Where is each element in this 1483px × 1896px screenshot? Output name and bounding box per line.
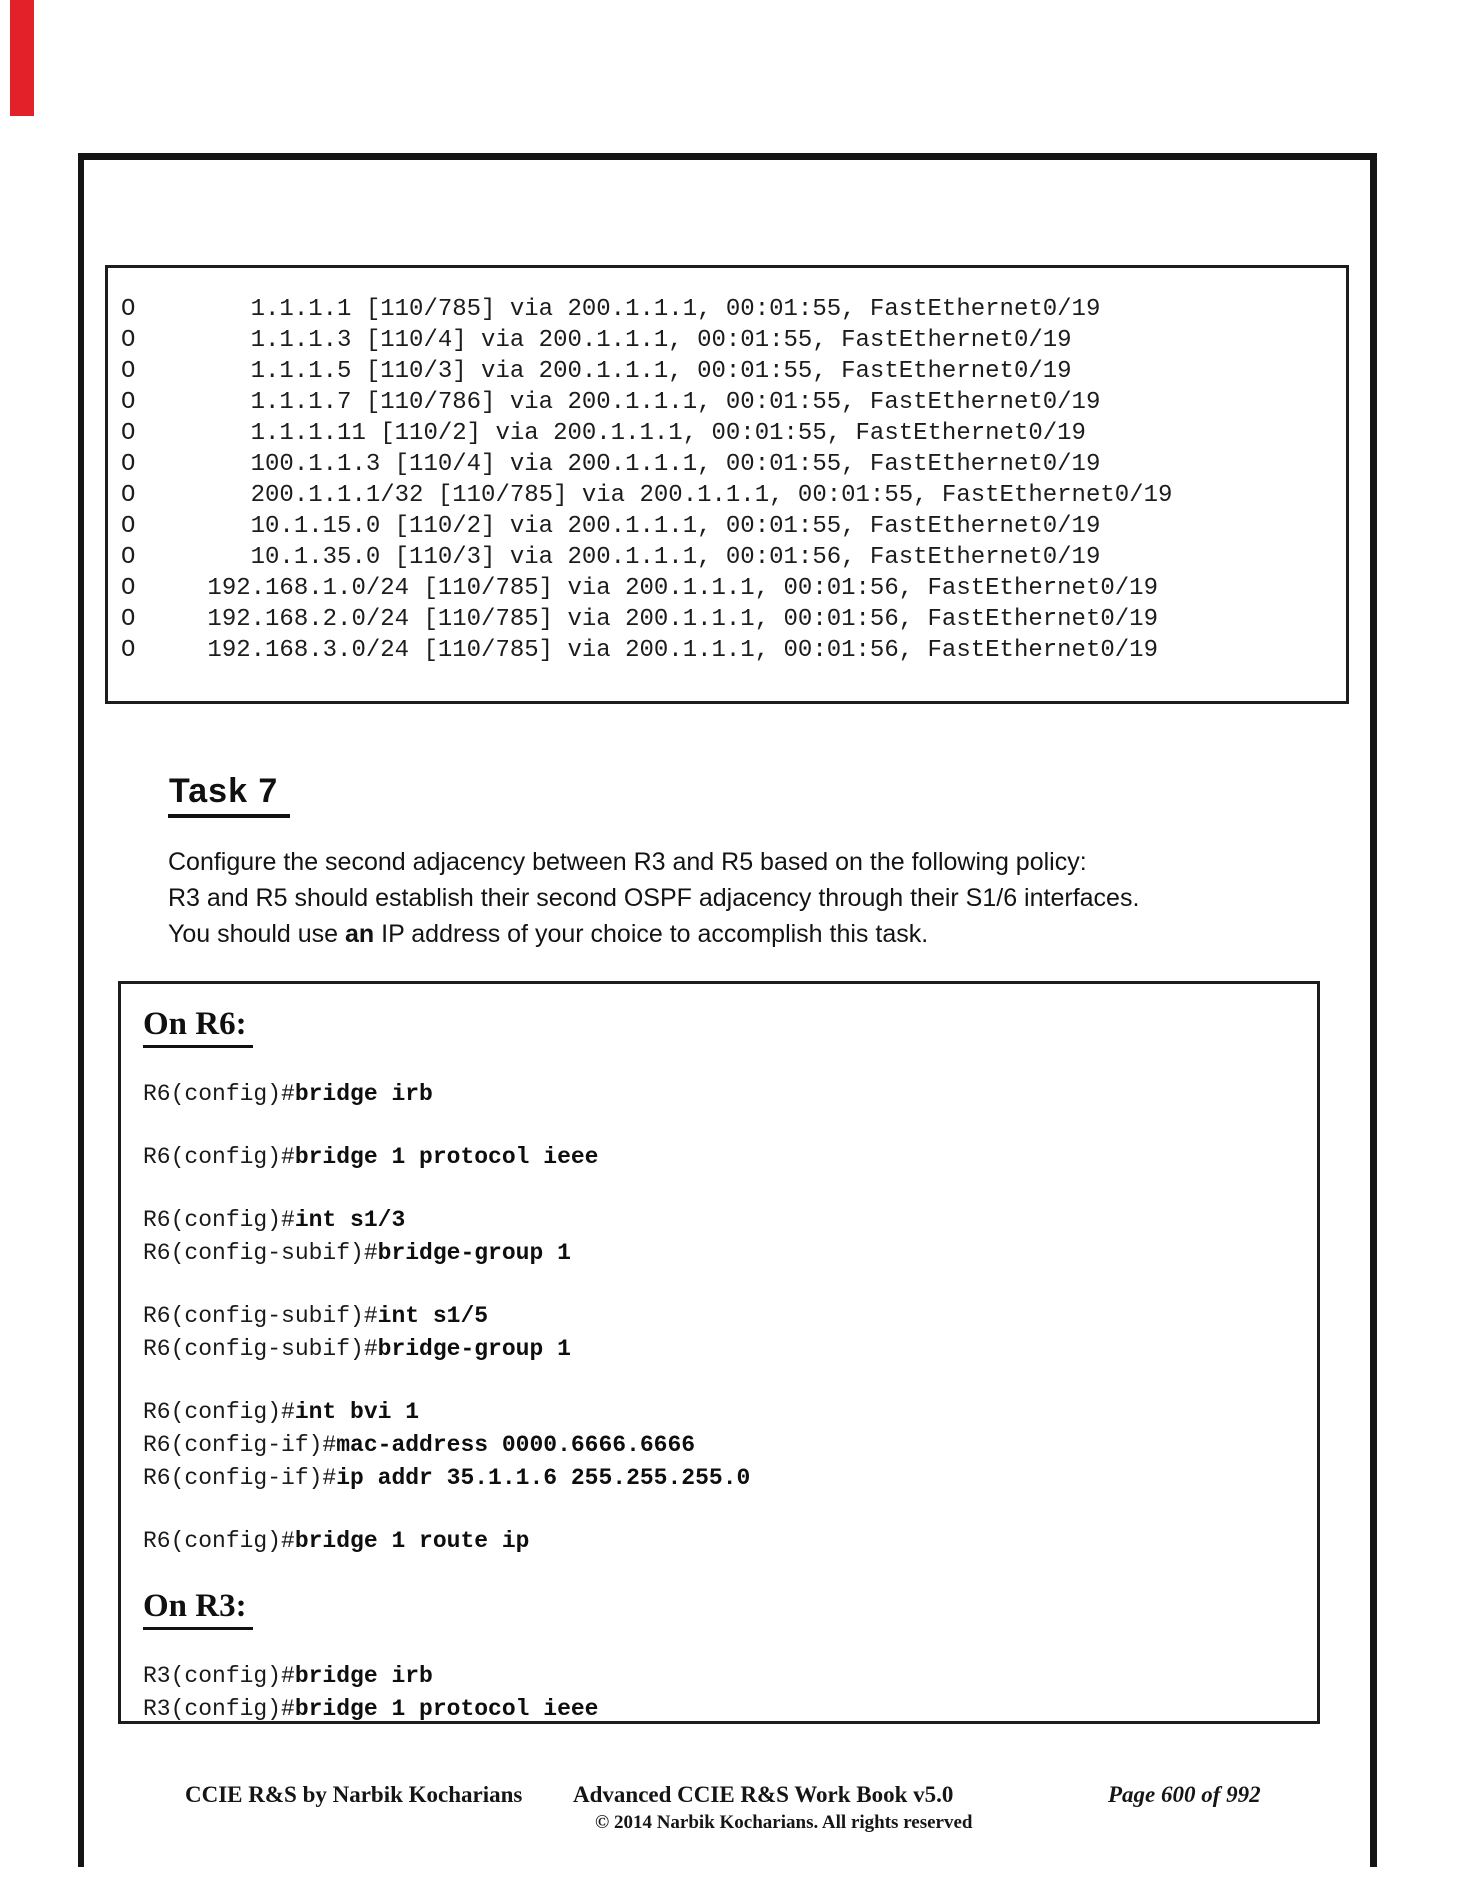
config-command: bridge-group 1 bbox=[377, 1240, 571, 1266]
config-command-group bbox=[143, 1141, 1307, 1174]
task-line bbox=[168, 916, 1218, 952]
footer-author: CCIE R&S by Narbik Kocharians bbox=[185, 1782, 523, 1807]
task-paragraph bbox=[168, 844, 1218, 952]
config-command-group bbox=[143, 1078, 1307, 1111]
config-command: mac-address 0000.6666.6666 bbox=[336, 1432, 696, 1458]
config-command-group bbox=[143, 1660, 1307, 1726]
config-prompt: R6(config-subif)# bbox=[143, 1303, 378, 1329]
config-line bbox=[143, 1141, 1307, 1174]
config-prompt: R6(config)# bbox=[143, 1081, 295, 1107]
config-command: bridge 1 route ip bbox=[294, 1528, 530, 1554]
routing-row: O 200.1.1.1/32 [110/785] via 200.1.1.1, 00:01:55, FastEthernet0/19 bbox=[121, 482, 1173, 509]
config-line bbox=[143, 1078, 1307, 1111]
routing-row: O 192.168.1.0/24 [110/785] via 200.1.1.1, 00:01:56, FastEthernet0/19 bbox=[121, 575, 1158, 602]
routing-row: O 192.168.3.0/24 [110/785] via 200.1.1.1, 00:01:56, FastEthernet0/19 bbox=[121, 637, 1158, 664]
scan-red-bar-artifact bbox=[10, 0, 34, 116]
task-section bbox=[168, 772, 1218, 952]
config-prompt: R3(config)# bbox=[143, 1696, 295, 1722]
config-prompt: R3(config)# bbox=[143, 1663, 295, 1689]
config-command-group bbox=[143, 1525, 1307, 1558]
config-command: int s1/5 bbox=[377, 1303, 489, 1329]
routing-row: O 1.1.1.5 [110/3] via 200.1.1.1, 00:01:55, FastEthernet0/19 bbox=[121, 358, 1072, 385]
config-prompt: R6(config)# bbox=[143, 1144, 295, 1170]
config-line bbox=[143, 1525, 1307, 1558]
config-section-heading-row bbox=[143, 1006, 1307, 1048]
task-line-segment: You should use bbox=[168, 920, 346, 948]
config-section-heading: On R3: bbox=[143, 1588, 253, 1630]
routing-row: O 1.1.1.3 [110/4] via 200.1.1.1, 00:01:55, FastEthernet0/19 bbox=[121, 327, 1072, 354]
config-line bbox=[143, 1462, 1307, 1495]
config-prompt: R6(config)# bbox=[143, 1528, 295, 1554]
config-command: bridge 1 protocol ieee bbox=[294, 1696, 599, 1722]
config-line bbox=[143, 1429, 1307, 1462]
config-line bbox=[143, 1693, 1307, 1726]
config-line bbox=[143, 1204, 1307, 1237]
config-command: int s1/3 bbox=[294, 1207, 406, 1233]
task-line-segment: IP address of your choice to accomplish this task. bbox=[374, 920, 929, 948]
config-prompt: R6(config-if)# bbox=[143, 1432, 337, 1458]
config-output-box bbox=[118, 981, 1320, 1724]
config-prompt: R6(config-subif)# bbox=[143, 1336, 378, 1362]
config-command-group bbox=[143, 1204, 1307, 1270]
task-line bbox=[168, 844, 1218, 880]
config-command: ip addr 35.1.1.6 255.255.255.0 bbox=[336, 1465, 751, 1491]
routing-row: O 1.1.1.7 [110/786] via 200.1.1.1, 00:01:55, FastEthernet0/19 bbox=[121, 389, 1101, 416]
task-line-segment: R3 and R5 should establish their second OSPF adjacency through their S1/6 interfaces. bbox=[168, 884, 1140, 912]
routing-row: O 100.1.1.3 [110/4] via 200.1.1.1, 00:01:55, FastEthernet0/19 bbox=[121, 451, 1101, 478]
footer-copyright: © 2014 Narbik Kocharians. All rights reserved bbox=[595, 1812, 973, 1833]
config-prompt: R6(config-if)# bbox=[143, 1465, 337, 1491]
footer-page-number: Page 600 of 992 bbox=[1108, 1782, 1261, 1807]
task-line-bold-segment: an bbox=[345, 920, 375, 948]
config-section-heading-row bbox=[143, 1588, 1307, 1630]
config-command-group bbox=[143, 1396, 1307, 1495]
routing-output bbox=[108, 268, 1346, 666]
config-prompt: R6(config)# bbox=[143, 1399, 295, 1425]
config-line bbox=[143, 1333, 1307, 1366]
task-title: Task 7 bbox=[168, 772, 290, 818]
config-prompt: R6(config)# bbox=[143, 1207, 295, 1233]
config-command: int bvi 1 bbox=[294, 1399, 420, 1425]
routing-row: O 1.1.1.11 [110/2] via 200.1.1.1, 00:01:55, FastEthernet0/19 bbox=[121, 420, 1086, 447]
config-command: bridge irb bbox=[294, 1081, 433, 1107]
config-line bbox=[143, 1660, 1307, 1693]
routing-row: O 1.1.1.1 [110/785] via 200.1.1.1, 00:01:55, FastEthernet0/19 bbox=[121, 296, 1101, 323]
config-command: bridge 1 protocol ieee bbox=[294, 1144, 599, 1170]
routing-output-box bbox=[105, 265, 1349, 704]
task-line-segment: Configure the second adjacency between R3 and R5 based on the following policy: bbox=[168, 848, 1087, 876]
footer-book-title: Advanced CCIE R&S Work Book v5.0 bbox=[573, 1782, 954, 1807]
routing-row: O 10.1.15.0 [110/2] via 200.1.1.1, 00:01:55, FastEthernet0/19 bbox=[121, 513, 1101, 540]
config-command-group bbox=[143, 1300, 1307, 1366]
config-section-heading: On R6: bbox=[143, 1006, 253, 1048]
config-command: bridge irb bbox=[294, 1663, 433, 1689]
config-line bbox=[143, 1396, 1307, 1429]
config-line bbox=[143, 1300, 1307, 1333]
config-prompt: R6(config-subif)# bbox=[143, 1240, 378, 1266]
config-command: bridge-group 1 bbox=[377, 1336, 571, 1362]
task-line bbox=[168, 880, 1218, 916]
config-line bbox=[143, 1237, 1307, 1270]
routing-row: O 192.168.2.0/24 [110/785] via 200.1.1.1, 00:01:56, FastEthernet0/19 bbox=[121, 606, 1158, 633]
routing-row: O 10.1.35.0 [110/3] via 200.1.1.1, 00:01:56, FastEthernet0/19 bbox=[121, 544, 1101, 571]
